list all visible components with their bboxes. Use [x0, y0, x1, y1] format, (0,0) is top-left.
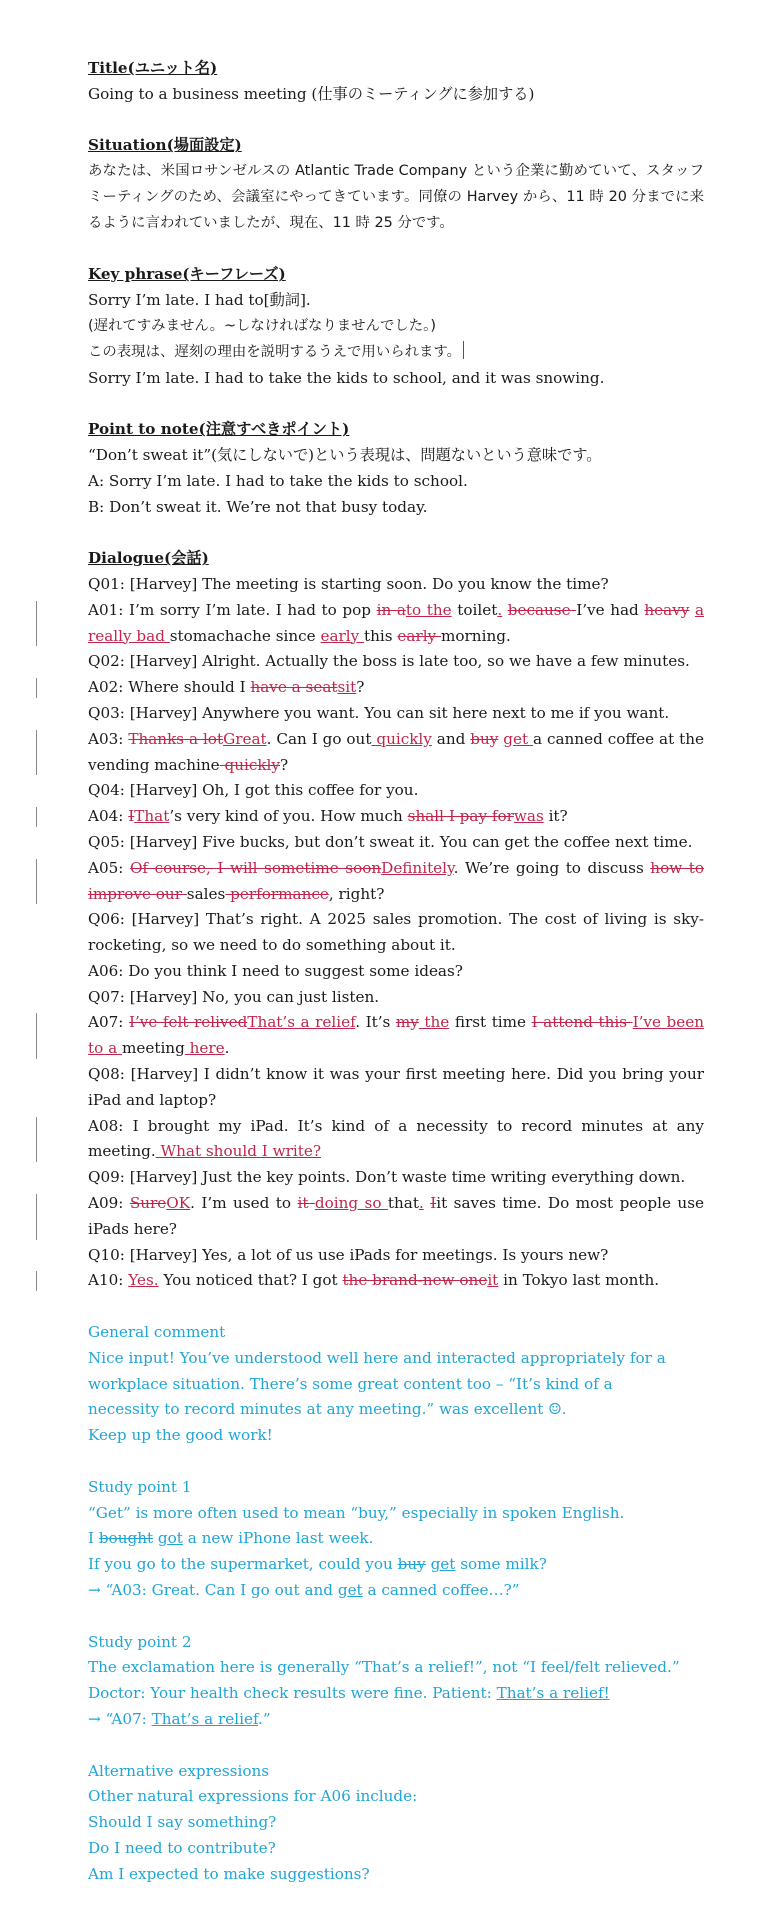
title-section	[88, 56, 704, 108]
text-segment: sales	[186, 884, 226, 903]
dialogue-line	[88, 1062, 704, 1114]
deleted-text: Of course, I will sometime soon	[129, 858, 382, 877]
inserted-text: to the	[405, 600, 452, 619]
text-segment: A06: Do you think I need to suggest some ideas?	[88, 961, 463, 980]
dialogue-line	[88, 830, 704, 856]
key-phrase-section	[88, 262, 704, 391]
point-to-note-line-1: “Don’t sweat it”(気にしないで)という表現は、問題ないという意味です。	[88, 445, 602, 464]
dialogue-line	[88, 959, 704, 985]
text-segment: A02: Where should I	[88, 678, 251, 697]
deleted-text: have a seat	[250, 678, 338, 697]
general-comment-line-2: workplace situation. There’s some great content too – “It’s kind of a	[88, 1374, 613, 1393]
text-segment: Q05: [Harvey] Five bucks, but don’t sweat it. You can get the coffee next time.	[88, 832, 693, 851]
text-segment: Q09: [Harvey] Just the key points. Don’t waste time writing everything down.	[88, 1168, 686, 1187]
deleted-text: I	[430, 1194, 437, 1213]
deleted-text: quickly	[219, 755, 280, 774]
dialogue-line	[88, 701, 704, 727]
inserted-text: early	[320, 626, 365, 645]
text-segment: ’s very kind of you. How much	[169, 807, 408, 826]
study-point-1-heading: Study point 1	[88, 1477, 192, 1496]
comment-line	[88, 1552, 704, 1578]
text-segment: ?	[279, 755, 289, 774]
deleted-text: buy	[397, 1555, 426, 1574]
text-segment: . I’m used to	[190, 1194, 298, 1213]
deleted-text: how to improve our	[88, 858, 704, 903]
deleted-text: because	[507, 600, 577, 619]
text-segment: this	[364, 626, 398, 645]
comment-line	[88, 1707, 704, 1733]
inserted-text: it	[487, 1271, 499, 1290]
general-comment-heading: General comment	[88, 1323, 226, 1342]
study-point-2-section	[88, 1630, 704, 1733]
text-segment: I’ve had	[576, 600, 645, 619]
inserted-text: That’s a relief!	[496, 1684, 610, 1703]
text-segment: If you go to the supermarket, could you	[88, 1555, 398, 1574]
inserted-text: get	[337, 1581, 363, 1600]
text-segment: A09:	[88, 1194, 130, 1213]
change-bar	[36, 859, 37, 905]
key-phrase-line-3-text: この表現は、遅刻の理由を説明するうえで用いられます。	[88, 343, 462, 360]
dialogue-line	[88, 675, 704, 701]
alternative-expressions-line-1: Other natural expressions for A06 include:	[88, 1787, 418, 1806]
dialogue-line	[88, 727, 704, 779]
change-bar	[36, 1117, 37, 1163]
deleted-text: early	[397, 626, 441, 645]
key-phrase-heading: Key phrase(キーフレーズ)	[88, 265, 286, 284]
study-point-1-section	[88, 1475, 704, 1604]
comment-line	[88, 1578, 704, 1604]
change-bar	[36, 601, 37, 647]
dialogue-line	[88, 1268, 704, 1294]
document-body	[88, 56, 704, 1913]
inserted-text: get	[430, 1555, 456, 1574]
text-segment: first time	[449, 1013, 532, 1032]
inserted-text: the	[418, 1013, 450, 1032]
dialogue-line	[88, 907, 704, 959]
text-segment: in Tokyo last month.	[498, 1271, 660, 1290]
inserted-text: sit	[337, 678, 357, 697]
inserted-text: Great	[223, 729, 267, 748]
title-heading: Title(ユニット名)	[88, 59, 218, 77]
inserted-text: What should I write?	[155, 1142, 321, 1161]
text-segment: morning.	[441, 626, 511, 645]
text-segment: it?	[543, 807, 568, 826]
text-segment: A10:	[88, 1271, 129, 1290]
inserted-text: quickly	[371, 729, 432, 748]
text-segment: → “A03: Great. Can I go out and	[88, 1581, 338, 1600]
text-segment: Q06: [Harvey] That’s right. A 2025 sales promotion. The cost of living is sky-rocketing, so we need to do something about it.	[88, 910, 704, 955]
text-segment: meeting	[121, 1039, 185, 1058]
dialogue-line	[88, 1191, 704, 1243]
key-phrase-line-2: (遅れてすみません。~しなければなりませんでした。)	[88, 317, 436, 334]
title-text: Going to a business meeting (仕事のミーティングに参加する)	[88, 84, 535, 103]
text-segment: A03:	[88, 729, 129, 748]
text-segment: The exclamation here is generally “That’s a relief!”, not “I feel/felt relieved.”	[88, 1658, 680, 1677]
general-comment-section	[88, 1320, 704, 1449]
text-segment: stomachache since	[169, 626, 321, 645]
comment-line	[88, 1501, 704, 1527]
situation-heading: Situation(場面設定)	[88, 136, 242, 155]
deleted-text: in a	[376, 600, 406, 619]
text-segment: , right?	[328, 884, 385, 903]
inserted-text: got	[157, 1529, 183, 1548]
deleted-text: the brand-new one	[342, 1271, 488, 1290]
inserted-text: .	[418, 1194, 424, 1213]
text-segment: .”	[258, 1710, 271, 1728]
general-comment-line-1: Nice input! You’ve understood well here and interacted appropriately for a	[88, 1348, 666, 1367]
text-segment: Q02: [Harvey] Alright. Actually the boss is late too, so we have a few minutes.	[88, 652, 690, 671]
dialogue-line	[88, 649, 704, 675]
inserted-text: That’s a relief	[151, 1710, 259, 1728]
inserted-text: here	[184, 1039, 225, 1058]
deleted-text: Sure	[129, 1194, 167, 1213]
dialogue-line	[88, 1165, 704, 1191]
deleted-text: performance	[225, 884, 329, 903]
change-bar	[36, 1013, 37, 1059]
text-segment: A05:	[88, 858, 130, 877]
deleted-text: shall I pay for	[407, 807, 514, 826]
study-point-2-lines	[88, 1655, 704, 1732]
text-segment: “Get” is more often used to mean “buy,” especially in spoken English.	[88, 1503, 625, 1522]
change-bar	[36, 1271, 37, 1291]
text-segment: Q04: [Harvey] Oh, I got this coffee for you.	[88, 781, 419, 800]
deleted-text: buy	[470, 729, 499, 748]
situation-text: あなたは、米国ロサンゼルスの Atlantic Trade Company という企業に勤めていて、スタッフミーティングのため、会議室にやってきています。同僚の Harvey から、11 時 20 分までに来るように言われていましたが、現在、11 時 25 分です。	[88, 163, 704, 231]
inserted-text: That’s a relief	[247, 1013, 356, 1032]
change-bar	[36, 678, 37, 698]
dialogue-line	[88, 1114, 704, 1166]
text-segment: some milk?	[455, 1555, 547, 1574]
text-segment: that	[387, 1194, 419, 1213]
alternative-expressions-line-3: Do I need to contribute?	[88, 1838, 276, 1857]
text-segment: Q03: [Harvey] Anywhere you want. You can sit here next to me if you want.	[88, 703, 670, 722]
inserted-text: .	[497, 600, 503, 619]
text-segment: a canned coffee…?”	[362, 1581, 520, 1600]
text-segment: Q07: [Harvey] No, you can just listen.	[88, 987, 380, 1006]
study-point-2-heading: Study point 2	[88, 1632, 192, 1651]
text-segment: .	[224, 1039, 230, 1058]
dialogue-line	[88, 1243, 704, 1269]
comment-line	[88, 1655, 704, 1681]
text-segment: Q08: [Harvey] I didn’t know it was your first meeting here. Did you bring your iPad and laptop?	[88, 1065, 704, 1109]
dialogue-line	[88, 985, 704, 1011]
inserted-text: Definitely	[381, 858, 454, 877]
text-segment: I	[88, 1529, 99, 1548]
dialogue-line	[88, 598, 704, 650]
inserted-text: get	[503, 729, 533, 748]
comment-line	[88, 1526, 704, 1552]
inserted-text: OK	[166, 1194, 191, 1213]
inserted-text: That	[134, 807, 170, 826]
deleted-text: heavy	[644, 600, 690, 619]
text-segment: A04:	[88, 807, 129, 826]
key-phrase-line-3	[88, 340, 704, 366]
inserted-text: Yes.	[128, 1271, 159, 1290]
point-to-note-line-2: A: Sorry I’m late. I had to take the kids to school.	[88, 471, 468, 490]
text-segment: ?	[356, 678, 365, 697]
text-segment: Q10: [Harvey] Yes, a lot of us use iPads for meetings. Is yours new?	[88, 1245, 609, 1264]
text-segment: . We’re going to discuss	[453, 858, 651, 877]
dialogue-heading: Dialogue(会話)	[88, 549, 209, 568]
text-segment: A08: I brought my iPad. It’s kind of a necessity to record minutes at any meeting.	[88, 1116, 704, 1161]
inserted-text: a really bad	[88, 600, 705, 645]
general-comment-line-3: necessity to record minutes at any meeting.” was excellent ☺.	[88, 1400, 567, 1419]
text-segment: . It’s	[355, 1013, 396, 1032]
alternative-expressions-section	[88, 1759, 704, 1888]
alternative-expressions-line-2: Should I say something?	[88, 1813, 277, 1832]
text-segment: a canned coffee at the vending machine	[88, 729, 704, 774]
deleted-text: I’ve felt relived	[128, 1013, 248, 1032]
text-cursor	[463, 341, 464, 359]
dialogue-line	[88, 1010, 704, 1062]
point-to-note-heading: Point to note(注意すべきポイント)	[88, 420, 350, 439]
text-segment: Q01: [Harvey] The meeting is starting soon. Do you know the time?	[88, 574, 609, 593]
text-segment: it saves time. Do most people use iPads here?	[88, 1194, 704, 1238]
general-comment-line-4: Keep up the good work!	[88, 1426, 273, 1445]
dialogue-section	[88, 546, 704, 1294]
change-bar	[36, 730, 37, 776]
deleted-text: Thanks a lot	[128, 729, 224, 748]
dialogue-line	[88, 804, 704, 830]
text-segment: toilet	[451, 600, 498, 619]
deleted-text: I	[128, 807, 135, 826]
alternative-expressions-line-4: Am I expected to make suggestions?	[88, 1864, 370, 1883]
situation-section	[88, 133, 704, 236]
alternative-expressions-heading: Alternative expressions	[88, 1761, 270, 1780]
text-segment: a new iPhone last week.	[182, 1529, 374, 1548]
dialogue-line	[88, 778, 704, 804]
study-point-1-lines	[88, 1501, 704, 1604]
text-segment: You noticed that? I got	[158, 1271, 343, 1290]
text-segment: Doctor: Your health check results were fine. Patient:	[88, 1684, 497, 1703]
dialogue-lines	[88, 572, 704, 1294]
deleted-text: bought	[98, 1529, 154, 1548]
text-segment: A01: I’m sorry I’m late. I had to pop	[88, 600, 377, 619]
inserted-text: was	[513, 807, 544, 826]
inserted-text: I’ve been to a	[88, 1013, 705, 1058]
deleted-text: my	[395, 1013, 419, 1032]
inserted-text: doing so	[314, 1194, 388, 1213]
comment-line	[88, 1681, 704, 1707]
key-phrase-line-4: Sorry I’m late. I had to take the kids to school, and it was snowing.	[88, 368, 605, 387]
dialogue-line	[88, 572, 704, 598]
text-segment: . Can I go out	[266, 729, 372, 748]
point-to-note-section	[88, 417, 704, 520]
text-segment: A07:	[88, 1013, 129, 1032]
text-segment: and	[431, 729, 471, 748]
dialogue-line	[88, 856, 704, 908]
key-phrase-line-1: Sorry I’m late. I had to[動詞].	[88, 291, 311, 310]
deleted-text: it	[297, 1194, 315, 1213]
point-to-note-line-3: B: Don’t sweat it. We’re not that busy today.	[88, 497, 428, 516]
text-segment: → “A07:	[88, 1710, 152, 1728]
change-bar	[36, 1194, 37, 1240]
change-bar	[36, 807, 37, 827]
deleted-text: I attend this	[531, 1013, 633, 1032]
